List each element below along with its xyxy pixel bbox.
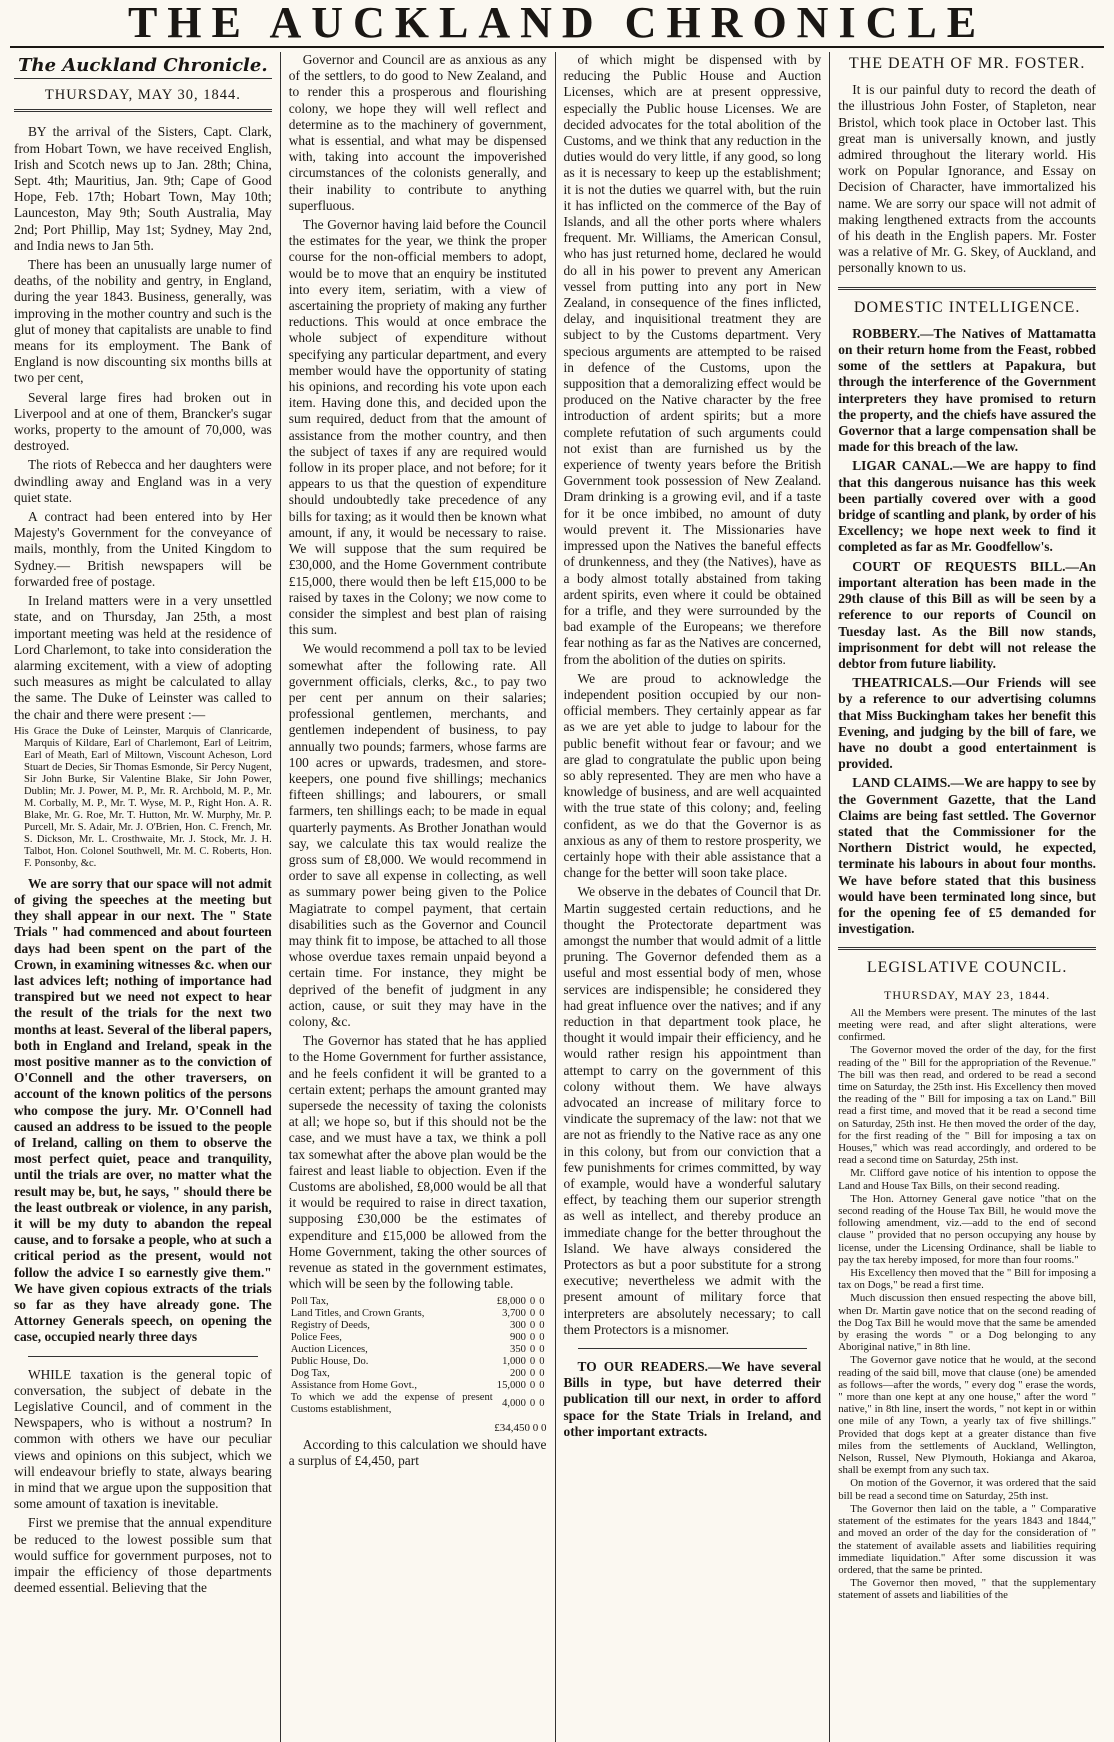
revenue-row (289, 1368, 547, 1380)
notice-to-readers: TO OUR READERS.—We have several Bills in type, but have deterred their publication till our next, in order to afford space for the State Trials in Ireland, and other important extracts. (563, 1359, 822, 1439)
revenue-amount: 350 (510, 1344, 526, 1356)
revenue-amount: £8,000 (496, 1296, 526, 1308)
revenue-total: £34,450 0 0 (494, 1422, 547, 1435)
article-paragraph: Several large fires had broken out in Liverpool and at one of them, Brancker's sugar works, property to the amount of 70,000, was destroyed. (14, 389, 272, 454)
columns (10, 52, 1104, 1742)
revenue-amount: 200 (510, 1368, 526, 1380)
revenue-item: Poll Tax, (290, 1296, 329, 1308)
news-item-ligar-canal: LIGAR CANAL.—We are happy to find that this dangerous nuisance has this week been partially covered over with a good bridge of scantling and plank, by order of his Excellency; we hope next week to find it completed as far as Mr. Goodfellow's. (838, 458, 1096, 555)
section-separator (838, 287, 1096, 290)
revenue-shillings: 0 (529, 1356, 536, 1368)
revenue-item: Auction Licences, (290, 1344, 368, 1356)
news-item-court-of-requests: COURT OF REQUESTS BILL.—An important alteration has been made in the 29th clause of this Bill as will be seen by a reference to our reports of Council on Tuesday last. As the Bill now stands, imprisonment for debt will not release the debtor from future liability. (838, 558, 1096, 671)
revenue-amount: 4,000 (502, 1398, 526, 1410)
dateline: THURSDAY, MAY 30, 1844. (14, 78, 272, 112)
article-paragraph: WHILE taxation is the general topic of conversation, the subject of debate in the Legislative Council, and of comment in the Newspapers, who is without a nostrum? In common with others we have our peculiar views and opinions on this subject, which we will endeavour briefly to state, always bearing in mind that we argue upon the supposition that some amount of taxation is inevitable. (14, 1366, 272, 1512)
section-heading-foster: THE DEATH OF MR. FOSTER. (848, 55, 1086, 72)
article-paragraph: BY the arrival of the Sisters, Capt. Clark, from Hobart Town, we have received English, Irish and Scotch news up to Jan. 28th; China, Sept. 4th; Mauritius, Jan. 9th; Cape of Good Hope, Feb. 17th; Hobart Town, May 10th; Launceston, May 9th; South Australia, May 2nd; Port Phillip, May 1st; Sydney, May 2nd, and India news to Jan 5th. (14, 124, 272, 253)
column-3 (555, 52, 830, 1742)
revenue-pence: 0 (539, 1296, 545, 1308)
council-date: THURSDAY, MAY 23, 1844. (884, 987, 1051, 1002)
revenue-pence: 0 (539, 1356, 545, 1368)
revenue-pence: 0 (539, 1344, 545, 1356)
revenue-row (289, 1320, 547, 1332)
revenue-item: Assistance from Home Govt., (290, 1380, 417, 1392)
revenue-shillings: 0 (529, 1296, 536, 1308)
revenue-pence: 0 (539, 1308, 545, 1320)
revenue-table (289, 1296, 547, 1416)
council-paragraph: Much discussion then ensued respecting the above bill, when Dr. Martin gave notice that on the second reading of the Dog Tax Bill he would move that the same be amended by erasing the words " or a Dog belonging to any Aboriginal native," in 8th line. (838, 1292, 1096, 1354)
revenue-amount: 300 (510, 1320, 526, 1332)
revenue-amount: 1,000 (502, 1356, 526, 1368)
article-paragraph: We are sorry that our space will not admit of giving the speeches at the meeting but they shall appear in our next. The " State Trials " had commenced and about fourteen days had been spent on the part of the Crown, in examining witnesses &c. when our last advices left; nothing of importance had transpired but we need not expect to hear the result of the trials for the next two months at least. Several of the liberal papers, both in England and Ireland, speak in the most positive manner as to the conviction of O'Connell and the other traversers, on account of the known politics of the persons who compose the jury. Mr. O'Connell had caused an address to be issued to the people of Ireland, calling on them to observe the most perfect quiet, peace and tranquility, until the trials are over, no matter what the result may be, but, he says, " should there be the least outbreak or violence, in any parish, it will be my duty to abandon the repeal cause, and to forsake a people, who at such a critical period as the present, would not follow the advice I so earnestly give them." We have given copious extracts of the trials so far as they have already gone. The Attorney Generals speech, on opening the case, occupied nearly three days (14, 875, 272, 1345)
council-paragraph: The Governor gave notice that he would, at the second reading of the said bill, move that clause (one) be amended as follows—after the words, " every dog " erase the words, " more than one kept at any one house," after the word " native," in 8th line, insert the words, " not kept in or within one mile of any Town, a yearly tax of five shillings." Provided that dogs kept at a greater distance than five miles from the settlements of Auckland, Wellington, Nelson, Russel, New Plymouth, Hokianga and Akaroa, shall be exempt from any such tax. (838, 1354, 1096, 1477)
revenue-row (289, 1392, 547, 1416)
revenue-row (289, 1308, 547, 1320)
column-1 (10, 52, 280, 1742)
column-4 (829, 52, 1104, 1742)
article-paragraph: According to this calculation we should have a surplus of £4,450, part (288, 1436, 547, 1468)
revenue-shillings: 0 (529, 1308, 536, 1320)
revenue-amount: 15,000 (496, 1380, 526, 1392)
article-paragraph: The Governor having laid before the Council the estimates for the year, we think the proper course for the non-official members to adopt, would be to move that an enquiry be instituted into every item, seriatim, with a view of ascertaining the propriety of making any further reductions. This would at once embrace the whole subject of expenditure without specifying any particular department, and every member would have the opportunity of stating his opinions, and recording his vote upon each item. Having done this, and decided upon the sum required, deduct from that the amount of assistance from the mother country, and then the subject of taxes if any are required would follow in its proper place, and not before; for it appears to us that the question of expenditure should undoubtedly take precedence of any bills for taxing; as it would then be known what amount, if any, it would be necessary to raise. We will suppose that the sum required be £30,000, and the Home Government contribute £15,000, there would then be left £15,000 to be raised by taxes in the Colony; we now come to consider the simplest and best plan of raising this sum. (288, 217, 547, 638)
article-separator (28, 1356, 258, 1357)
revenue-shillings: 0 (529, 1398, 536, 1410)
revenue-row (289, 1380, 547, 1392)
paper-name: The Auckland Chronicle. (18, 55, 268, 76)
revenue-amount: 900 (510, 1332, 526, 1344)
section-separator (838, 947, 1096, 950)
council-paragraph: Mr. Clifford gave notice of his intention to oppose the Land and House Tax Bills, on their second reading. (838, 1167, 1096, 1192)
revenue-item: Police Fees, (290, 1332, 342, 1344)
revenue-amount: 3,700 (502, 1308, 526, 1320)
revenue-shillings: 0 (529, 1320, 536, 1332)
council-paragraph: The Hon. Attorney General gave notice "that on the second reading of the House Tax Bill, he would move the following amendment, viz.—add to the end of second clause " provided that no person occupying any house by license, under the Licensing Ordinance, shall be liable to pay the tax hereby imposed, for more than four rooms." (838, 1192, 1096, 1266)
revenue-item: Registry of Deeds, (290, 1320, 370, 1332)
revenue-pence: 0 (539, 1380, 545, 1392)
revenue-pence: 0 (539, 1398, 545, 1410)
article-paragraph: of which might be dispensed with by reducing the Public House and Auction Licenses, which are at present oppressive, especially the Public house Licenses. We are decided advocates for the total abolition of the Customs, and we think that any reduction in the duties would do very little, if any good, so long as it is necessary to keep up the establishment; it is not the duties we quarrel with, but the ruin it has inflicted on the commerce of the Bay of Islands, and all the other ports where whalers frequent. Mr. Williams, the American Consul, who has just returned home, declared he would do all in his power to prevent any American vessel from putting into any port in New Zealand, in consequence of the fines inflicted, delay, and inquisitional treatment they are subject to by the Customs department. Very specious arguments are attempted to be raised in defence of the Customs, upon the supposition that a demoralizing effect would be produced on the Native character by the free introduction of ardent spirits; but a more complete refutation of such arguments could not exist than are furnished us by the experience of twenty years before the British Government took possession of New Zealand. Dram drinking is a growing evil, and if a taste for it be once imbibed, no amount of duty would prevent it. The Missionaries have impressed upon the Natives the baneful effects of drunkenness, and they (the Natives), have as a body almost totally abstained from taking ardent spirits, even where it could be obtained for a trifle, and they were surrounded by the bad example of the Europeans; we therefore fear nothing as far as the Natives are concerned, from the abolition of the duties on spirits. (563, 52, 822, 667)
news-item-theatricals: THEATRICALS.—Our Friends will see by a reference to our advertising columns that Miss Buckingham takes her benefit this Evening, and judging by the bill of fare, we have no doubt a good entertainment is provided. (838, 675, 1096, 772)
section-heading-legislative: LEGISLATIVE COUNCIL. (866, 959, 1068, 977)
revenue-shillings: 0 (529, 1380, 536, 1392)
article-paragraph: We observe in the debates of Council that Dr. Martin suggested certain reductions, and he thought the Protectorate department was amongst the number that would admit of a little pruning. The Governor defended them as a useful and most essential body of men, whose services are indispensible; he considered they had great influence over the natives; and if any reduction in that department took place, he thought it would impair their efficiency, and he would rather resign his appointment than attempt to carry on the government of this colony without them. We have always advocated an increase of military force to vindicate the supremacy of the law: not that we are not as friendly to the Native race as any one in this colony, but from our conviction that a few punishments for crimes committed, by way of example, would have a wonderful salutary effect, by teaching them our superior strength as well as intellect, and thereby produce an immediate change for the better throughout the Island. We have always considered the Protectors as but a poor substitute for a strong executive; nevertheless we admit with the present amount of military force that interpreters are absolutely necessary; to call them Protectors is a misnomer. (563, 884, 822, 1337)
council-paragraph: The Governor moved the order of the day, for the first reading of the " Bill for the appropriation of the Revenue." The bill was then read, and ordered to be read a second time on Saturday, the 25th inst. His Excellency then moved the reading of the " Bill for imposing a tax on Land." Bill read a first time, and moved that it be read a second time on Saturday, 25th inst. He then moved the order of the day, for the first reading of the " Bill for imposing a tax on Houses," which was read accordingly, and ordered to be read a second time on Saturday, 25th inst. (838, 1044, 1096, 1167)
article-paragraph: We are proud to acknowledge the independent position occupied by our non-official members. They certainly appear as far as we are yet able to judge to labour for the public benefit without fear or favour; and we are glad to congratulate the public upon being so ably represented. They are men who have a knowledge of business, and are well acquainted with the true state of this colony; and, feeling confident, as we do that the Governor is as anxious as any of them to restore prosperity, we certainly hope with their able assistance that a change for the better will soon take place. (563, 670, 822, 881)
revenue-item: Public House, Do. (290, 1356, 369, 1368)
revenue-pence: 0 (539, 1320, 545, 1332)
revenue-row (289, 1296, 547, 1308)
revenue-row (289, 1332, 547, 1344)
article-paragraph: The riots of Rebecca and her daughters were dwindling away and England was in a very quiet state. (14, 457, 272, 505)
council-report (838, 1007, 1096, 1602)
revenue-item: To which we add the expense of present Customs establishment, (290, 1392, 493, 1416)
revenue-item: Land Titles, and Crown Grants, (290, 1308, 425, 1320)
article-separator (578, 1348, 808, 1349)
council-paragraph: All the Members were present. The minutes of the last meeting were read, and after slight alterations, were confirmed. (838, 1006, 1096, 1044)
column-2 (280, 52, 555, 1742)
revenue-shillings: 0 (529, 1332, 536, 1344)
article-paragraph: A contract had been entered into by Her Majesty's Government for the conveyance of mails, monthly, from the United Kingdom to Sydney.— British newspapers will be forwarded free of postage. (14, 509, 272, 589)
revenue-pence: 0 (539, 1368, 545, 1380)
section-heading-domestic: DOMESTIC INTELLIGENCE. (853, 298, 1081, 316)
attendee-list: His Grace the Duke of Leinster, Marquis of Clanricarde, Marquis of Kildare, Earl of Charlemont, Earl of Leitrim, Earl of Meath, Earl of Miltown, Viscount Acheson, Lord Stuart de Decies, Sir Thomas Esmonde, Sir Percy Nugent, Sir John Burke, Sir Valentine Blake, Sir John Power, Dublin; Mr. J. Power, M. P., Mr. R. Archbold, M. P., Mr. M. Corbally, M. P., Mr. T. Wyse, M. P., Right Hon. A. R. Blake, Mr. G. Roe, Mr. T. Hutton, Mr. W. Murphy, Mr. P. Purcell, Mr. S. Adair, Mr. J. O'Brien, Hon. C. French, Mr. S. Dickson, Mr. L. Crosthwaite, Mr. J. Stock, Mr. J. H. Talbot, Hon. Colonel Southwell, Mr. M. C. Roberts, Hon. F. Ponsonby, &c. (14, 725, 272, 869)
article-paragraph: We would recommend a poll tax to be levied somewhat after the following rate. All government officials, clerks, &c., to pay two per cent per annum on their salaries; professional gentlemen, merchants, and gentlemen independent of business, to pay annually two pounds; farmers, whose farms are 100 acres or upwards, tradesmen, and store-keepers, one pound five shillings; mechanics fifteen shillings; and labourers, or small farmers, ten shillings each; to be made in equal quarterly payments. As Brother Jonathan would say, we calculate this tax would realize the gross sum of £8,000. We would recommend in order to save all expense in collecting, as well as summary power being given to the Police Magiatrate to compel payment, that certain disabilities such as the Governor and Council may think fit to impose, be attached to all those whose overdue taxes remain unpaid beyond a certain time. For instance, they might be deprived of the benefit of judgment in any action, cause, or suit they may have in the colony, &c. (288, 641, 547, 1029)
council-paragraph: On motion of the Governor, it was ordered that the said bill be read a second time on Saturday, 25th inst. (838, 1477, 1096, 1502)
council-paragraph: The Governor then laid on the table, a " Comparative statement of the estimates for the years 1843 and 1844," and moved an order of the day for the consideration of " the statement of available assets and liabilities requiring immediate liquidation." After some discussion it was ordered, that the same be printed. (838, 1502, 1096, 1576)
news-item-robbery: ROBBERY.—The Natives of Mattamatta on their return home from the Feast, robbed some of the settlers at Papakura, but through the interference of the Government interpreters they have promised to return the property, and the chiefs have assured the Governor that a large compensation shall be made for this breach of the law. (838, 325, 1096, 455)
article-paragraph: It is our painful duty to record the death of the illustrious John Foster, of Stapleton, near Bristol, which took place in October last. This great man is universally known, and justly admired throughout the literary world. His work on Popular Ignorance, and Essay on Decision of Character, have immortalized his name. We are sorry our space will not admit of making lengthened extracts from the accounts of his death in the English papers. Mr. Foster was a relative of Mr. G. Skey, of Auckland, and personally known to us. (838, 82, 1096, 276)
revenue-shillings: 0 (529, 1344, 536, 1356)
masthead: THE AUCKLAND CHRONICLE (127, 0, 987, 47)
council-paragraph: His Excellency then moved that the " Bill for imposing a tax on Dogs," be read a first time. (838, 1267, 1096, 1292)
council-paragraph: The Governor then moved, " that the supplementary statement of assets and liabilities of the (838, 1577, 1096, 1602)
revenue-shillings: 0 (529, 1368, 536, 1380)
revenue-pence: 0 (539, 1332, 545, 1344)
revenue-row (289, 1344, 547, 1356)
news-item-land-claims: LAND CLAIMS.—We are happy to see by the Government Gazette, that the Land Claims are being fast settled. The Governor stated that the Commissioner for the Northern District would, he expected, terminate his labours in about four months. We have before stated that this business would have been terminated long since, but for the opening fee of £5 demanded for investigation. (838, 775, 1096, 937)
article-paragraph: First we premise that the annual expenditure be reduced to the lowest possible sum that would suffice for government purposes, not to impair the efficiency of those departments deemed essential. Believing that the (14, 1515, 272, 1596)
revenue-item: Dog Tax, (290, 1368, 330, 1380)
article-paragraph: In Ireland matters were in a very unsettled state, and on Thursday, Jan 25th, a most important meeting was held at the residence of Lord Charlemont, to take into consideration the alarming excitement, with a view of adopting such measures as might be calculated to allay the same. The Duke of Leinster was called to the chair and there were present :— (14, 593, 272, 722)
article-paragraph: The Governor has stated that he has applied to the Home Government for further assistance, and he feels confident it will be granted to a certain extent; perhaps the amount granted may supersede the necessity of taxing the colonists at all; we hope so, but if this should not be the case, and we must have a tax, we think a poll tax somewhat after the above plan would be the fairest and least liable to objection. Even if the Customs are abolished, £8,000 would be all that it would be required to raise in direct taxation, supposing £30,000 be the estimates of expenditure and £15,000 be allowed from the Home Government, taking the other sources of revenue as stated in the government estimates, which will be seen by the following table. (288, 1033, 547, 1292)
revenue-row (289, 1356, 547, 1368)
article-paragraph: Governor and Council are as anxious as any of the settlers, to do good to New Zealand, and to render this a prosperous and flourishing colony, we hope they will well reflect and determine as to the machinery of government, what is essential, and what may be dispensed with, taking into account the impoverished circumstances of the colonists generally, and their inability to contribute to anything superfluous. (288, 52, 547, 213)
article-paragraph: There has been an unusually large numer of deaths, of the nobility and gentry, in England, during the year 1843. Business, generally, was improving in the mother country and such is the glut of money that capitalists are unable to find means for its employment. The Bank of England is now discounting six months bills at two per cent, (14, 257, 272, 386)
